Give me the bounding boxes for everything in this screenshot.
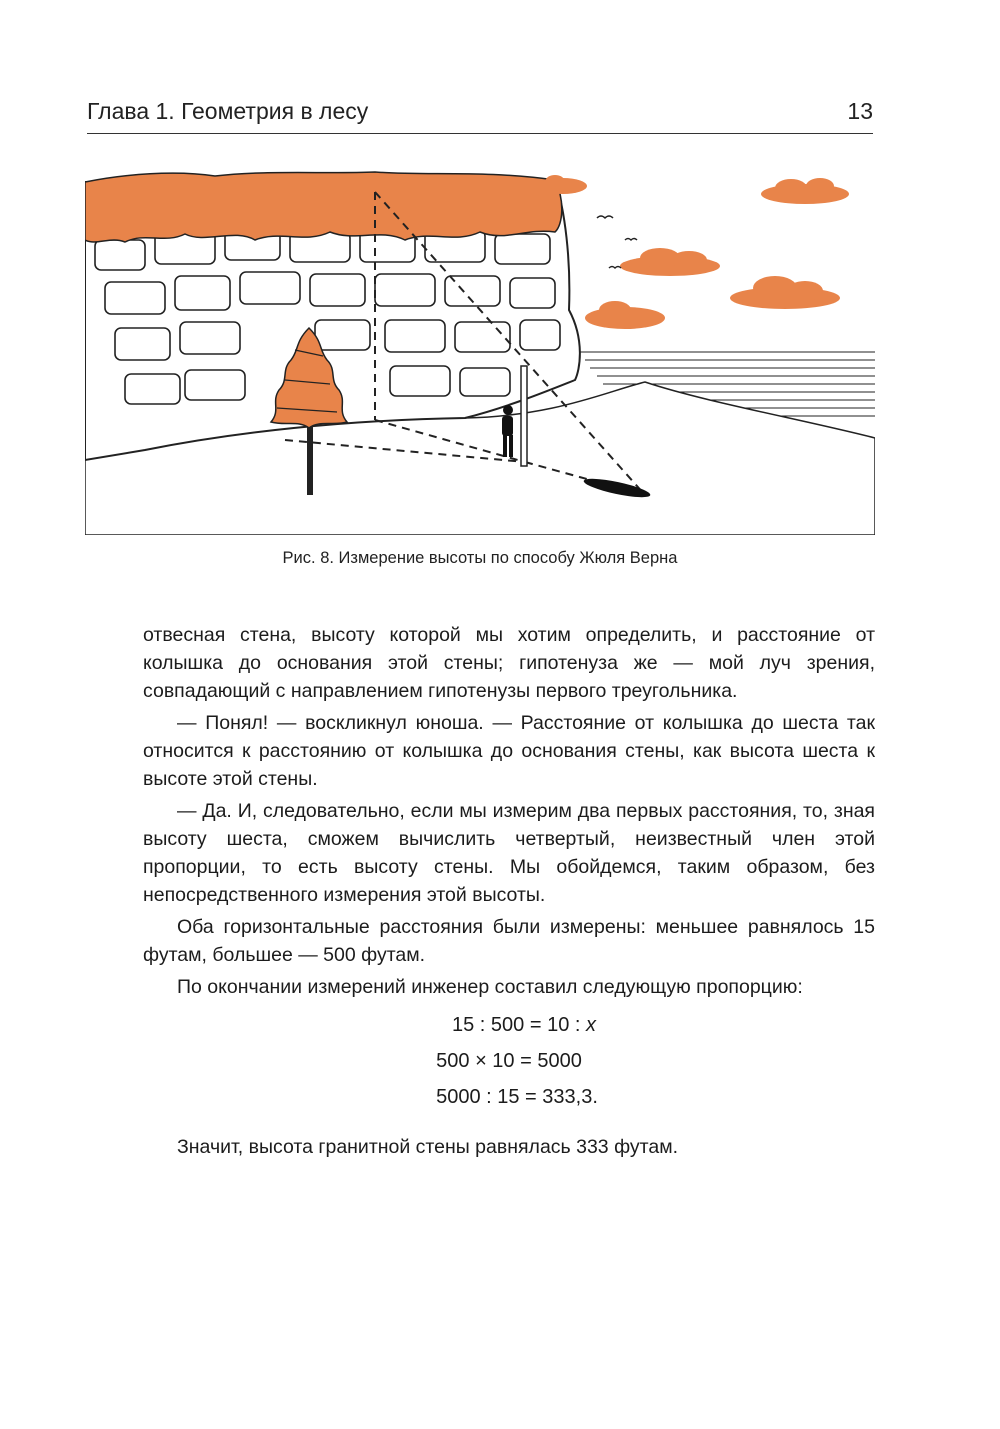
- formula-quotient: 5000 : 15 = 333,3.: [436, 1086, 598, 1108]
- measuring-pole: [521, 366, 527, 466]
- cliff-moss-top: [85, 172, 562, 242]
- figure-caption: Рис. 8. Измерение высоты по способу Жюля Верна: [282, 549, 678, 567]
- formula-product: 500 × 10 = 5000: [436, 1050, 582, 1072]
- clouds: [539, 175, 849, 329]
- formula-variable: x: [586, 1014, 596, 1036]
- main-text: [143, 621, 875, 1165]
- paragraph: Оба горизонтальные расстояния были измерены: меньшее равнялось 15 футам, большее — 500 футам.: [143, 916, 875, 966]
- chapter-title: Глава 1. Геометрия в лесу: [87, 98, 369, 124]
- proportion-formulas: [143, 1007, 875, 1115]
- page-number: 13: [847, 98, 873, 124]
- illustration-svg: [85, 170, 875, 535]
- paragraph: — Понял! — воскликнул юноша. — Расстояние от колышка до шеста так относится к расстоянию от колышка до основания стены, как высота шеста к высоте этой стены.: [143, 712, 875, 790]
- paragraph: — Да. И, следовательно, если мы измерим два первых расстояния, то, зная высоту шеста, сможем вычислить четвертый, неизвестный член этой пропорции, то есть высоту стены. Мы обойдемся, таким образом, без непосредственного измерения этой высоты.: [143, 800, 875, 906]
- paragraph: По окончании измерений инженер составил следующую пропорцию:: [177, 976, 803, 998]
- running-header: [87, 98, 873, 125]
- paragraph: Значит, высота гранитной стены равнялась 333 футам.: [177, 1136, 679, 1158]
- paragraph: отвесная стена, высоту которой мы хотим определить, и расстояние от колышка до основания этой стены; гипотенуза же — мой луч зрения, совпадающий с направлением гипотенузы первого треугольника.: [143, 624, 875, 702]
- formula-text: 15 : 500 = 10 :: [452, 1014, 586, 1036]
- header-divider: [87, 133, 873, 134]
- formula-proportion: [143, 1007, 875, 1043]
- illustration-cliff-measurement: [85, 170, 875, 535]
